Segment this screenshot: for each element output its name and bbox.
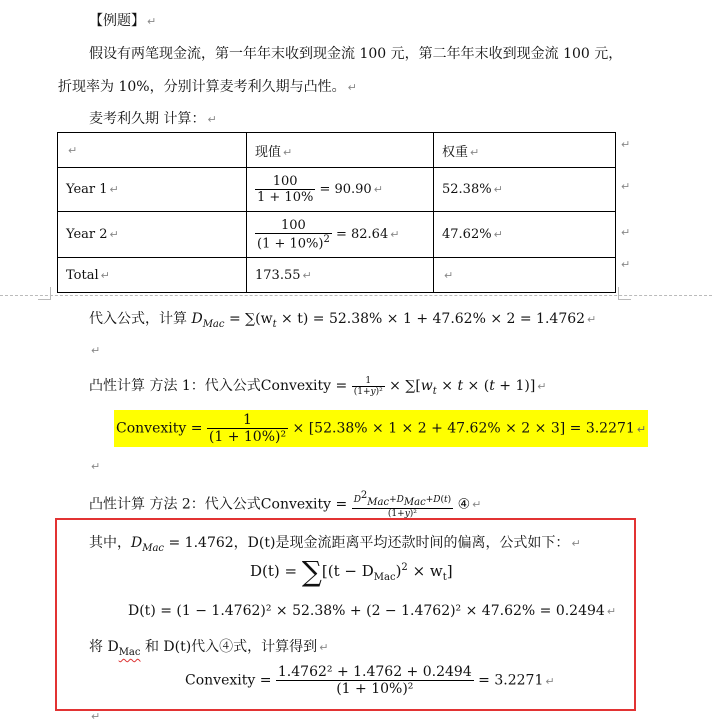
- margin-corner: [38, 287, 51, 300]
- page-break: [0, 295, 712, 296]
- problem-line-1: 假设有两笔现金流，第一年年末收到现金流 100 元，第二年年末收到现金流 100 元，: [89, 46, 623, 62]
- convexity-method1-highlight: Convexity = $\frac{1}{\text{(1 + 10\%)²}}$ × [52.38% × 1 × 2 + 47.62% × 2 × 3] = 3.2271 ↵: [116, 412, 647, 445]
- paragraph-mark: ↵: [147, 15, 157, 28]
- box-line-1: 其中，$D_{Mac} = 1.4762$，D(t)是现金流距离平均还款时间的偏离，公式如下： ↵: [89, 535, 581, 554]
- table-cell: $\frac{100}{1 + 10\%}$ = 90.90 ↵: [247, 168, 434, 212]
- dt-calculation: D(t) = (1 − 1.4762)² × 52.38% + (2 − 1.4762)² × 47.62% = 0.2494 ↵: [128, 603, 617, 619]
- table-cell: 52.38% ↵: [434, 168, 616, 212]
- macaulay-heading: 麦考利久期 计算： ↵: [89, 111, 217, 127]
- fraction: $\frac{100}{(1 + 10\%)^2}$: [257, 217, 330, 252]
- table-header-cell: 权重 ↵: [434, 133, 616, 168]
- table-cell: $\frac{100}{(1 + 10\%)^2}$ = 82.64 ↵: [247, 212, 434, 258]
- table-row: [58, 258, 616, 293]
- final-convexity-formula: Convexity = $\frac{\text{1.4762² + 1.4762 + 0.2494}}{\text{(1 + 10\%)²}}$ = 3.2271 ↵: [185, 664, 555, 697]
- convexity-method1-line: 凸性计算 方法 1：代入公式Convexity = $\frac{1}{\text{(1+y)²}}$ × $\sum[w_t \times t \times (t + 1)]$ ↵: [89, 375, 547, 397]
- margin-corner: [618, 287, 631, 300]
- table-cell: Year 2 ↵: [58, 212, 247, 258]
- table-cell: 173.55 ↵: [247, 258, 434, 293]
- dt-formula: $D(t) = \sum[(t - D_{Mac})^2 \times w_t]$: [250, 555, 453, 588]
- fraction: $\frac{100}{1 + 10\%}$: [257, 174, 314, 205]
- table-row: [58, 168, 616, 212]
- box-substitute-line: 将 $D_{Mac}$ 和 D(t)代入④式，计算得到 ↵: [89, 639, 329, 658]
- pv-weight-table: [57, 132, 616, 293]
- table-cell: Year 1 ↵: [58, 168, 247, 212]
- table-cell: 47.62% ↵: [434, 212, 616, 258]
- duration-line: 代入公式，计算 $D_{Mac} = \sum(w_t \times t) = 52.38\% \times 1 + 47.62\% \times 2 = 1.4762$ ↵: [89, 311, 597, 330]
- table-header-cell: 现值 ↵: [247, 133, 434, 168]
- table-cell: Total ↵: [58, 258, 247, 293]
- table-header-cell: ↵: [58, 133, 247, 168]
- problem-line-2: 折现率为 10%，分别计算麦考利久期与凸性。 ↵: [58, 79, 357, 95]
- convexity-method2-line: 凸性计算 方法 2：代入公式Convexity = $\frac{D^2_{Mac}+D_{Mac}+D(t)}{\text{(1+y)²}}$ ④ ↵: [89, 490, 482, 519]
- table-cell: ↵: [434, 258, 616, 293]
- table-row: [58, 212, 616, 258]
- table-header-row: [58, 133, 616, 168]
- example-title: 【例题】 ↵: [89, 13, 157, 29]
